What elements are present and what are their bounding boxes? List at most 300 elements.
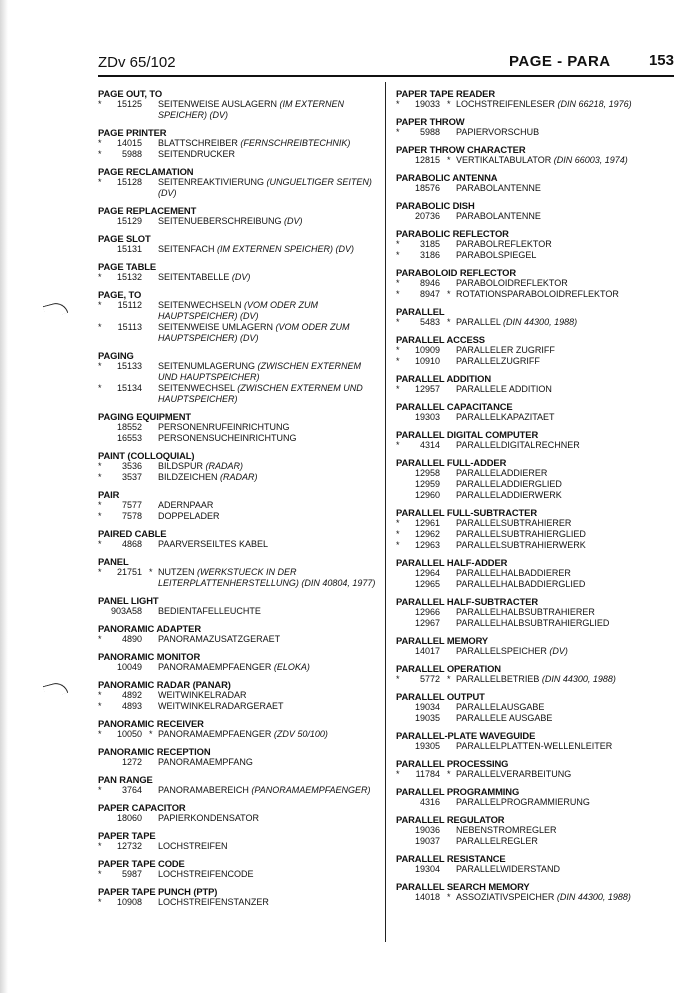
entry-term: PAGE SLOT: [98, 233, 151, 244]
standard-marker: [447, 864, 456, 875]
entry-number: 12963: [414, 540, 440, 550]
translation-text: [456, 825, 557, 836]
translation-row: [98, 869, 381, 880]
german-term: SEITENWECHSEL: [158, 383, 235, 393]
star-marker: *: [396, 250, 400, 260]
translation-row: [396, 384, 681, 395]
source-note: (DIN 44300, 1988): [503, 317, 578, 327]
entry-number: 19037: [414, 836, 440, 846]
translation-row: [98, 244, 381, 255]
entry-term: PAGE PRINTER: [98, 127, 167, 138]
margin-mark: [43, 300, 69, 319]
standard-marker: [149, 138, 158, 149]
translation-text: [456, 440, 580, 451]
translation-row: [98, 813, 381, 824]
german-term: PARALLELE AUSGABE: [456, 713, 553, 723]
translation-row: [396, 540, 681, 551]
standard-marker: [149, 322, 158, 344]
standard-marker: [447, 384, 456, 395]
page-range: PAGE - PARA: [509, 53, 611, 70]
entry-term: PARALLEL: [396, 306, 445, 317]
translation-text: [456, 769, 571, 780]
translation-row: [98, 841, 381, 852]
standard-marker: *: [447, 155, 451, 165]
standard-marker: *: [447, 289, 451, 299]
entry-term: PARALLEL DIGITAL COMPUTER: [396, 429, 539, 440]
entry-number: 15112: [117, 300, 142, 310]
translation-text: [456, 797, 590, 808]
entry-term: PAPER THROW: [396, 116, 465, 127]
star-marker: *: [396, 289, 400, 299]
entry-number: 12815: [414, 155, 440, 165]
dictionary-entry: [396, 663, 681, 685]
dictionary-entry: [98, 623, 381, 645]
german-term: SEITENUMLAGERUNG: [158, 361, 256, 371]
german-term: PARALLELHALBADDIERER: [456, 568, 571, 578]
translation-row: [98, 897, 381, 908]
german-term: PARALLELPLATTEN-WELLENLEITER: [456, 741, 613, 751]
standard-marker: [149, 785, 158, 796]
translation-row: [396, 741, 681, 752]
german-term: PARALLELADDIERER: [456, 468, 548, 478]
entry-number: 19034: [414, 702, 440, 712]
entry-term: PAGE OUT, TO: [98, 88, 163, 99]
german-term: PARALLEL: [456, 317, 501, 327]
german-term: BILDZEICHEN: [158, 472, 218, 482]
translation-text: [158, 701, 284, 712]
translation-row: [98, 177, 381, 199]
star-marker: [98, 662, 108, 673]
standard-marker: [447, 468, 456, 479]
dictionary-entry: [396, 596, 681, 629]
standard-marker: [149, 701, 158, 712]
translation-row: [396, 702, 681, 713]
standard-marker: [447, 825, 456, 836]
entry-number: 7578: [121, 511, 142, 521]
star-marker: [396, 468, 406, 479]
star-marker: *: [98, 138, 102, 148]
translation-text: [456, 468, 547, 479]
standard-marker: [447, 797, 456, 808]
german-term: PANORAMAEMPFAENGER: [158, 729, 272, 739]
dictionary-entry: [396, 88, 681, 110]
translation-row: [98, 539, 381, 550]
star-marker: *: [98, 701, 102, 711]
star-marker: *: [396, 540, 400, 550]
star-marker: *: [98, 461, 102, 471]
entry-number: 3764: [121, 785, 142, 795]
dictionary-entry: [98, 746, 381, 768]
star-marker: [396, 713, 406, 724]
translation-row: [98, 272, 381, 283]
translation-text: [456, 479, 562, 490]
translation-row: [396, 618, 681, 629]
translation-text: [158, 897, 269, 908]
dictionary-entry: [98, 489, 381, 522]
entry-number: 4316: [419, 797, 440, 807]
german-term: NEBENSTROMREGLER: [456, 825, 557, 835]
german-term: PARALLELHALBADDIERGLIED: [456, 579, 586, 589]
dictionary-entry: [98, 556, 381, 589]
standard-marker: [447, 345, 456, 356]
translation-text: [456, 317, 577, 328]
translation-row: [98, 149, 381, 160]
translation-text: [456, 356, 540, 367]
standard-marker: [149, 272, 158, 283]
translation-text: [456, 579, 585, 590]
standard-marker: [447, 127, 456, 138]
german-term: PARALLELWIDERSTAND: [456, 864, 561, 874]
star-marker: [98, 757, 108, 768]
entry-term: PANORAMIC MONITOR: [98, 651, 201, 662]
dictionary-entry: [98, 127, 381, 160]
translation-row: [396, 356, 681, 367]
translation-row: [98, 567, 381, 589]
standard-marker: [447, 579, 456, 590]
translation-text: [456, 239, 552, 250]
entry-number: 15131: [116, 244, 142, 254]
translation-text: [158, 422, 290, 433]
standard-marker: [447, 713, 456, 724]
entry-number: 1272: [121, 757, 142, 767]
entry-number: 19303: [414, 412, 440, 422]
source-note: (DIN 66218, 1976): [557, 99, 632, 109]
star-marker: [98, 433, 108, 444]
standard-marker: [149, 500, 158, 511]
margin-mark: [43, 680, 69, 699]
star-marker: *: [98, 361, 102, 371]
standard-marker: [149, 422, 158, 433]
standard-marker: [447, 529, 456, 540]
entry-number: 8947: [419, 289, 440, 299]
entry-term: PARALLEL HALF-ADDER: [396, 557, 508, 568]
star-marker: *: [98, 177, 102, 187]
dictionary-entry: [98, 350, 381, 405]
translation-row: [98, 606, 381, 617]
german-term: PERSONENSUCHEINRICHTUNG: [158, 433, 297, 443]
german-term: PARABOLOIDREFLEKTOR: [456, 278, 568, 288]
german-term: PARALLELREGLER: [456, 836, 538, 846]
translation-row: [396, 646, 681, 657]
star-marker: *: [396, 674, 400, 684]
translation-row: [396, 183, 681, 194]
entry-term: PARALLEL OPERATION: [396, 663, 501, 674]
translation-row: [98, 422, 381, 433]
standard-marker: [447, 440, 456, 451]
german-term: NUTZEN: [158, 567, 195, 577]
german-term: SEITENTABELLE: [158, 272, 230, 282]
star-marker: *: [396, 99, 400, 109]
entry-term: PAGING: [98, 350, 134, 361]
standard-marker: [149, 606, 158, 617]
entry-number: 11784: [415, 769, 440, 779]
translation-text: [456, 490, 562, 501]
star-marker: *: [98, 322, 102, 332]
star-marker: [396, 702, 406, 713]
german-term: PAPIERKONDENSATOR: [158, 813, 260, 823]
entry-number: 5988: [419, 127, 440, 137]
page-header: [98, 52, 674, 76]
translation-row: [396, 127, 681, 138]
page-number: 153: [648, 52, 674, 69]
translation-text: [456, 127, 539, 138]
star-marker: [396, 568, 406, 579]
standard-marker: [447, 412, 456, 423]
entry-number: 14015: [116, 138, 142, 148]
translation-row: [98, 383, 381, 405]
translation-row: [396, 239, 681, 250]
translation-row: [396, 579, 681, 590]
star-marker: *: [396, 278, 400, 288]
german-term: PARABOLANTENNE: [456, 183, 541, 193]
translation-text: [456, 568, 571, 579]
source-note: (DIN 44300, 1988): [541, 674, 616, 684]
star-marker: *: [98, 567, 102, 577]
dictionary-entry: [396, 881, 681, 903]
star-marker: *: [396, 518, 400, 528]
dictionary-entry: [396, 758, 681, 780]
translation-row: [396, 412, 681, 423]
dictionary-entry: [98, 830, 381, 852]
standard-marker: [447, 702, 456, 713]
standard-marker: [149, 177, 158, 199]
star-marker: [396, 836, 406, 847]
translation-row: [396, 345, 681, 356]
translation-row: [396, 529, 681, 540]
translation-row: [98, 785, 381, 796]
translation-text: [456, 713, 552, 724]
standard-marker: [149, 383, 158, 405]
entry-number: 19305: [414, 741, 440, 751]
entry-number: 12957: [414, 384, 440, 394]
translation-text: [456, 412, 555, 423]
standard-marker: *: [447, 674, 451, 684]
translation-text: [158, 244, 354, 255]
dictionary-entry: [396, 691, 681, 724]
star-marker: [396, 183, 406, 194]
translation-row: [396, 468, 681, 479]
dictionary-entry: [98, 679, 381, 712]
german-term: PERSONENRUFEINRICHTUNG: [158, 422, 290, 432]
standard-marker: [447, 278, 456, 289]
translation-text: [158, 841, 228, 852]
german-term: LOCHSTREIFEN: [158, 841, 228, 851]
entry-term: PARABOLIC DISH: [396, 200, 475, 211]
dictionary-entry: [396, 334, 681, 367]
german-term: PARALLELVERARBEITUNG: [456, 769, 572, 779]
translation-row: [98, 322, 381, 344]
translation-row: [98, 99, 381, 121]
entry-term: PANORAMIC RECEIVER: [98, 718, 204, 729]
entry-term: PAPER CAPACITOR: [98, 802, 186, 813]
translation-text: [456, 529, 586, 540]
entry-term: PARALLEL ACCESS: [396, 334, 485, 345]
entry-term: PARABOLIC REFLECTOR: [396, 228, 509, 239]
standard-marker: [149, 244, 158, 255]
translation-text: [158, 322, 381, 344]
dictionary-entry: [396, 200, 681, 222]
standard-marker: *: [149, 729, 153, 739]
dictionary-entry: [396, 306, 681, 328]
star-marker: *: [98, 634, 102, 644]
entry-number: 5988: [121, 149, 142, 159]
source-note: (PANORAMAEMPFAENGER): [251, 785, 371, 795]
entry-term: PARALLEL REGULATOR: [396, 814, 505, 825]
entry-term: PAPER TAPE PUNCH (PTP): [98, 886, 218, 897]
entry-number: 12966: [414, 607, 440, 617]
standard-marker: [149, 472, 158, 483]
star-marker: *: [98, 729, 102, 739]
dictionary-entry: [396, 172, 681, 194]
entry-term: PAGE RECLAMATION: [98, 166, 194, 177]
dictionary-entry: [98, 88, 381, 121]
translation-row: [98, 361, 381, 383]
german-term: PANORAMAEMPFANG: [158, 757, 253, 767]
translation-text: [456, 211, 541, 222]
dictionary-entry: [396, 267, 681, 300]
entry-number: 14018: [414, 892, 440, 902]
translation-text: [158, 634, 280, 645]
entry-number: 4868: [121, 539, 142, 549]
translation-text: [456, 183, 541, 194]
entry-term: PANEL LIGHT: [98, 595, 159, 606]
translation-text: [158, 472, 258, 483]
entry-term: PANORAMIC RECEPTION: [98, 746, 211, 757]
german-term: PARALLELHALBSUBTRAHIERER: [456, 607, 595, 617]
source-note: (ELOKA): [273, 662, 310, 672]
star-marker: *: [98, 300, 102, 310]
translation-text: [158, 300, 381, 322]
german-term: ROTATIONSPARABOLOIDREFLEKTOR: [456, 289, 619, 299]
translation-row: [396, 518, 681, 529]
star-marker: [396, 479, 406, 490]
entry-term: PARALLEL FULL-ADDER: [396, 457, 507, 468]
entry-number: 12732: [116, 841, 142, 851]
entry-number: 10910: [414, 356, 440, 366]
translation-row: [98, 433, 381, 444]
star-marker: *: [396, 356, 400, 366]
standard-marker: [447, 618, 456, 629]
dictionary-entry: [98, 718, 381, 740]
german-term: PARALLELADDIERWERK: [456, 490, 562, 500]
german-term: PARALLELZUGRIFF: [456, 356, 540, 366]
dictionary-entry: [98, 411, 381, 444]
translation-text: [456, 345, 555, 356]
star-marker: *: [98, 841, 102, 851]
entry-number: 16553: [116, 433, 142, 443]
star-marker: *: [396, 769, 400, 779]
source-note: (UNGUELTIGER SEITEN) (DV): [158, 177, 372, 198]
source-note: (DIN 66003, 1974): [553, 155, 628, 165]
entry-number: 19033: [414, 99, 440, 109]
entry-term: PAGE TABLE: [98, 261, 157, 272]
translation-text: [158, 567, 381, 589]
star-marker: *: [98, 99, 102, 109]
german-term: PARALLELPROGRAMMIERUNG: [456, 797, 590, 807]
german-term: PARABOLREFLEKTOR: [456, 239, 552, 249]
translation-row: [98, 216, 381, 227]
source-note: (IM EXTERNEN SPEICHER) (DV): [158, 99, 345, 120]
standard-marker: [149, 433, 158, 444]
entry-term: PAINT (COLLOQUIAL): [98, 450, 195, 461]
dictionary-entry: [98, 289, 381, 344]
standard-marker: [447, 356, 456, 367]
standard-marker: [149, 99, 158, 121]
dictionary-entry: [98, 261, 381, 283]
standard-marker: *: [149, 567, 153, 577]
star-marker: [396, 607, 406, 618]
star-marker: *: [98, 472, 102, 482]
german-term: PARALLELKAPAZITAET: [456, 412, 555, 422]
entry-number: 18576: [414, 183, 440, 193]
entry-number: 19304: [414, 864, 440, 874]
translation-text: [456, 518, 571, 529]
entry-number: 15129: [116, 216, 142, 226]
translation-text: [158, 500, 213, 511]
standard-marker: [149, 539, 158, 550]
star-marker: [396, 211, 406, 222]
german-term: DOPPELADER: [158, 511, 220, 521]
source-note: (ZDV 50/100): [273, 729, 328, 739]
translation-row: [396, 892, 681, 903]
source-note: (ZWISCHEN EXTERNEM UND HAUPTSPEICHER): [158, 383, 363, 404]
source-note: (IM EXTERNEN SPEICHER) (DV): [217, 244, 355, 254]
standard-marker: [149, 690, 158, 701]
standard-marker: [447, 479, 456, 490]
entry-number: 12958: [414, 468, 440, 478]
standard-marker: *: [447, 317, 451, 327]
standard-marker: [447, 239, 456, 250]
translation-row: [98, 757, 381, 768]
german-term: PARALLELSUBTRAHIERER: [456, 518, 572, 528]
star-marker: *: [98, 869, 102, 879]
entry-term: PAGING EQUIPMENT: [98, 411, 192, 422]
source-note: (ZWISCHEN EXTERNEM UND HAUPTSPEICHER): [158, 361, 362, 382]
star-marker: [396, 825, 406, 836]
star-marker: *: [98, 897, 102, 907]
star-marker: [98, 216, 108, 227]
dictionary-entry: [98, 858, 381, 880]
entry-term: PARALLEL ADDITION: [396, 373, 491, 384]
dictionary-entry: [396, 116, 681, 138]
star-marker: [396, 797, 406, 808]
translation-text: [456, 289, 619, 300]
entry-number: 5772: [419, 674, 440, 684]
german-term: BLATTSCHREIBER: [158, 138, 238, 148]
standard-marker: [149, 216, 158, 227]
translation-row: [98, 634, 381, 645]
dictionary-entry: [98, 774, 381, 796]
translation-text: [456, 250, 536, 261]
source-note: (VOM ODER ZUM HAUPTSPEICHER) (DV): [158, 322, 350, 343]
translation-text: [456, 741, 612, 752]
german-term: PARALLELDIGITALRECHNER: [456, 440, 580, 450]
dictionary-entry: [396, 401, 681, 423]
entry-number: 5483: [419, 317, 440, 327]
translation-row: [98, 500, 381, 511]
translation-text: [456, 864, 560, 875]
german-term: PAARVERSEILTES KABEL: [158, 539, 269, 549]
entry-number: 3536: [121, 461, 142, 471]
star-marker: *: [98, 511, 102, 521]
standard-marker: [149, 149, 158, 160]
translation-text: [456, 892, 631, 903]
source-note: (DV): [231, 272, 251, 282]
standard-marker: [149, 869, 158, 880]
standard-marker: [447, 568, 456, 579]
translation-text: [158, 216, 303, 227]
german-term: SEITENREAKTIVIERUNG: [158, 177, 265, 187]
